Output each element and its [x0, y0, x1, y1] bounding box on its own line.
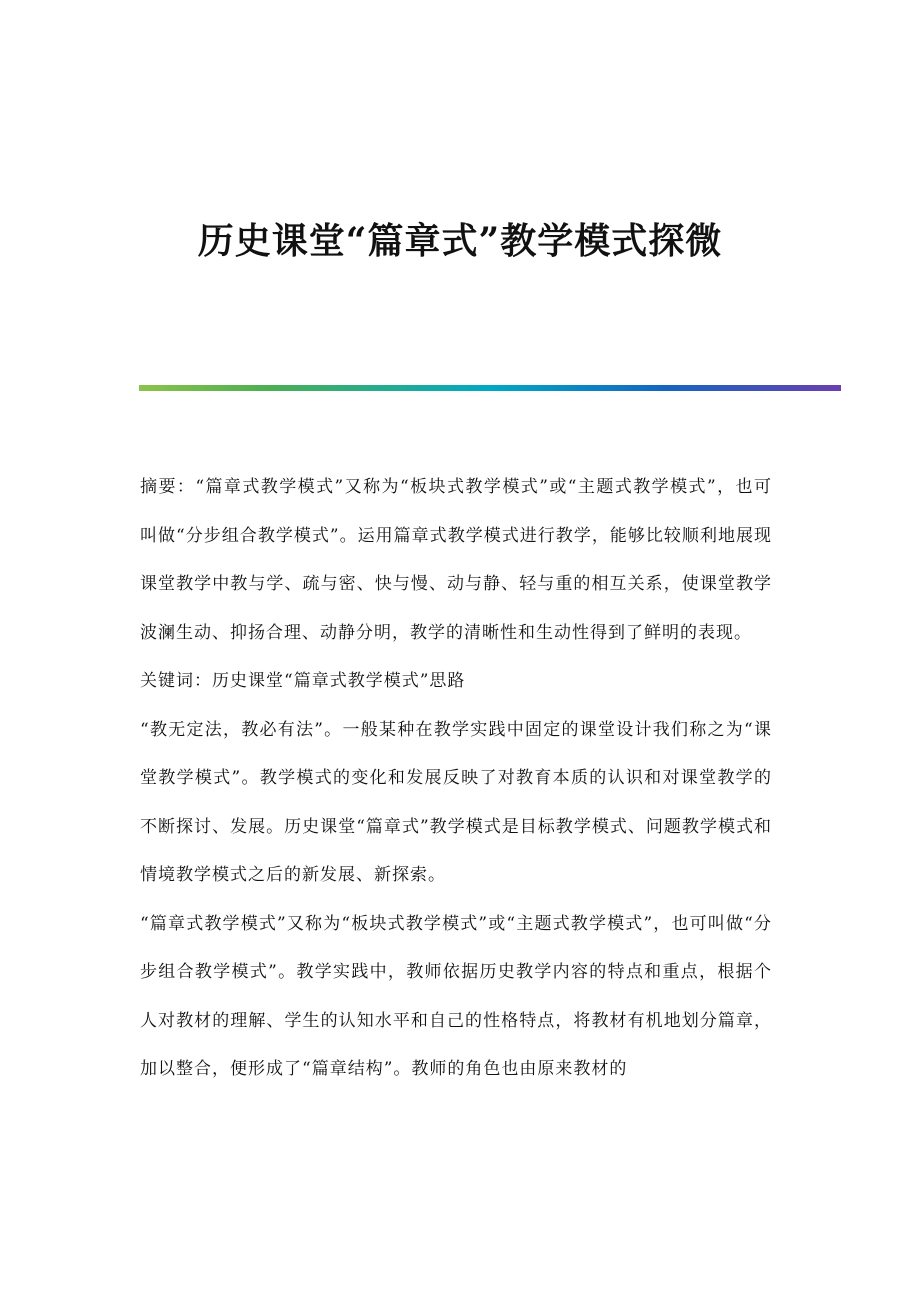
body-paragraph: “篇章式教学模式”又称为“板块式教学模式”或“主题式教学模式”，也可叫做“分步组合教学模式”。教学实践中，教师依据历史教学内容的特点和重点，根据个人对教材的理解、学生的认知水平和自己的性格特点，将教材有机地划分篇章，加以整合，便形成了“篇章结构”。教师的角色也由原来教材的: [140, 913, 772, 1079]
keywords-line: 关键词：历史课堂“篇章式教学模式”思路: [140, 671, 466, 691]
body-paragraph: “教无定法，教必有法”。一般某种在教学实践中固定的课堂设计我们称之为“课堂教学模式”。教学模式的变化和发展反映了对教育本质的认识和对课堂教学的不断探讨、发展。历史课堂“篇章式”教学模式是目标教学模式、问题教学模式和情境教学模式之后的新发展、新探索。: [140, 719, 772, 885]
abstract-paragraph: 摘要：“篇章式教学模式”又称为“板块式教学模式”或“主题式教学模式”，也可叫做“分步组合教学模式”。运用篇章式教学模式进行教学，能够比较顺利地展现课堂教学中教与学、疏与密、快与慢、动与静、轻与重的相互关系，使课堂教学波澜生动、抑扬合理、动静分明，教学的清晰性和生动性得到了鲜明的表现。: [140, 477, 772, 643]
document-body: [140, 463, 772, 1094]
document-title: 历史课堂“篇章式”教学模式探微: [197, 220, 723, 262]
title-divider: [139, 385, 841, 391]
